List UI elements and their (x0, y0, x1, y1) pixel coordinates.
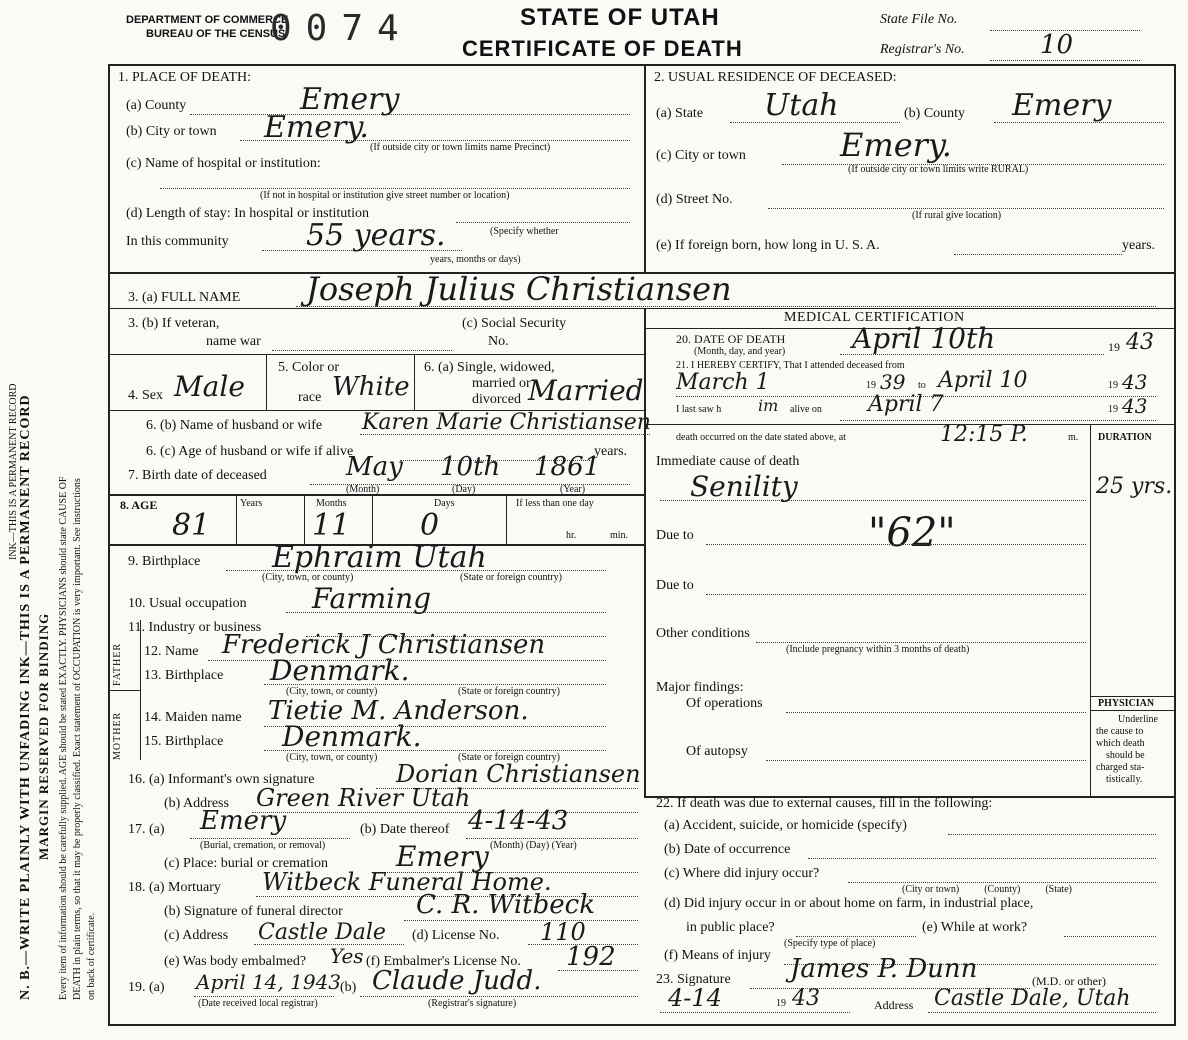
mortuary-label: 18. (a) Mortuary (128, 880, 221, 895)
time-value: 12:15 P. (940, 422, 1028, 447)
marital-label-3: divorced (472, 392, 521, 407)
mortuary-value: Witbeck Funeral Home. (262, 868, 552, 896)
fullname-label: 3. (a) FULL NAME (128, 290, 241, 305)
registrar-sig-note: (Registrar's signature) (428, 998, 517, 1009)
ss-label-2: No. (488, 334, 509, 349)
immediate-label: Immediate cause of death (656, 454, 800, 469)
fd-address-value: Castle Dale (258, 920, 386, 945)
underline-note-2: the cause to (1096, 726, 1144, 737)
external-e: (e) While at work? (922, 920, 1028, 935)
birthplace-city-note: (City, town, or county) (262, 572, 354, 583)
age-months-value: 11 (312, 508, 351, 543)
informant-sig-label: 16. (a) Informant's own signature (128, 772, 315, 787)
dod-note: (Month, day, and year) (694, 346, 786, 357)
informant-addr-value: Green River Utah (256, 784, 471, 812)
registrar-number: 10 (1040, 30, 1074, 60)
marital-label-2: married or (472, 376, 531, 391)
ss-label: (c) Social Security (462, 316, 567, 331)
mother-name-value: Tietie M. Anderson. (268, 696, 529, 726)
embalmed-value: Yes (330, 944, 364, 968)
external-d2: in public place? (686, 920, 775, 935)
veteran-label-2: name war (206, 334, 261, 349)
age-lessday-label: If less than one day (516, 498, 594, 509)
registrar-label: Registrar's No. (880, 42, 965, 57)
street-label: (d) Street No. (656, 192, 733, 207)
fullname-value: Joseph Julius Christiansen (306, 270, 732, 308)
burial-date-label: (b) Date thereof (360, 822, 450, 837)
burial-date-value: 4-14-43 (468, 806, 569, 836)
spouse-age-years: years. (594, 444, 628, 459)
major-findings-label: Major findings: (656, 680, 744, 695)
external-f: (f) Means of injury (664, 948, 771, 963)
father-bp-value: Denmark. (270, 654, 410, 687)
certificate-title: CERTIFICATE OF DEATH (462, 36, 743, 61)
bureau-label: BUREAU OF THE CENSUS (146, 28, 286, 40)
divider-medical (644, 308, 646, 798)
margin-instructions-2: DEATH in plain terms, so that it may be properly classified. Exact statement of OCCUPATION is very important. See instructions (72, 478, 83, 1000)
received-value: April 14, 1943 (196, 970, 342, 994)
external-b: (b) Date of occurrence (664, 842, 791, 857)
other-conditions-label: Other conditions (656, 626, 750, 641)
age-days-label: Days (434, 498, 455, 509)
county-label: (a) County (126, 98, 187, 113)
phys-address-value: Castle Dale, Utah (934, 986, 1131, 1011)
spouse-age-label: 6. (c) Age of husband or wife if alive (146, 444, 354, 459)
informant-sig-value: Dorian Christiansen (396, 760, 641, 788)
foreign-label: (e) If foreign born, how long in U. S. A. (656, 238, 880, 253)
age-years-label: Years (240, 498, 263, 509)
father-bp-label: 13. Birthplace (144, 668, 224, 683)
city-value: Emery. (264, 110, 369, 145)
operations-label: Of operations (686, 696, 763, 711)
res-city-label: (c) City or town (656, 148, 746, 163)
attend-from: March 1 (676, 370, 770, 395)
physician-signature: James P. Dunn (790, 954, 978, 984)
underline-note-4: should be (1106, 750, 1145, 761)
mother-bp-value: Denmark. (282, 720, 422, 753)
sign-year-prefix: 19 (776, 998, 786, 1009)
mother-name-label: 14. Maiden name (144, 710, 242, 725)
lastsaw-date: April 7 (868, 392, 944, 417)
license-label: (d) License No. (412, 928, 500, 943)
hospital-note: (If not in hospital or institution give street number or location) (260, 190, 510, 201)
county-value: Emery (300, 82, 400, 117)
age-months-label: Months (316, 498, 347, 509)
father-bp-city-note: (City, town, or county) (286, 686, 378, 697)
birthplace-label: 9. Birthplace (128, 554, 201, 569)
to-year: 43 (1122, 370, 1148, 394)
external-d: (d) Did injury occur in or about home on farm, in industrial place, (664, 896, 1034, 911)
state-title: STATE OF UTAH (520, 4, 720, 31)
occurred-label: death occurred on the date stated above, at (676, 432, 846, 443)
mother-side-label: MOTHER (112, 711, 123, 760)
res-state-label: (a) State (656, 106, 704, 121)
duration-value: 25 yrs. (1096, 474, 1173, 499)
burial-place-label: (c) Place: burial or cremation (164, 856, 329, 871)
margin-instructions-3: on back of certificate. (86, 912, 97, 1000)
external-c: (c) Where did injury occur? (664, 866, 820, 881)
birth-day-note: (Day) (452, 484, 476, 495)
registrar-sig-label: (b) (340, 980, 357, 995)
external-a: (a) Accident, suicide, or homicide (specify) (664, 818, 907, 833)
mother-bp-city-note: (City, town, or county) (286, 752, 378, 763)
due-to-label-1: Due to (656, 528, 694, 543)
director-label: (b) Signature of funeral director (164, 904, 343, 919)
cause-value: Senility (690, 470, 798, 503)
community-value: 55 years. (306, 218, 446, 253)
pregnancy-note: (Include pregnancy within 3 months of death) (786, 644, 970, 655)
res-county-label: (b) County (904, 106, 966, 121)
units-note: years, months or days) (430, 254, 521, 265)
industry-label: 11. Industry or business (128, 620, 262, 635)
lastsaw-year: 43 (1122, 394, 1148, 418)
age-days-value: 0 (420, 508, 440, 543)
dod-year: 43 (1126, 330, 1154, 355)
lastsaw-h: im (758, 396, 779, 415)
due-to-label-2: Due to (656, 578, 694, 593)
stay-label: (d) Length of stay: In hospital or institution (126, 206, 370, 221)
dod-year-prefix: 19 (1108, 340, 1120, 354)
stamp-number: 0074 (270, 8, 413, 49)
community-label: In this community (126, 234, 229, 249)
external-c-note: (City or town) (County) (State) (902, 884, 1072, 895)
embalmer-value: 192 (566, 942, 616, 972)
dod-label: 20. DATE OF DEATH (676, 332, 786, 346)
to-year-prefix: 19 (1108, 380, 1118, 391)
birth-year: 1861 (534, 452, 601, 482)
m-label: m. (1068, 432, 1079, 443)
burial-label: 17. (a) (128, 822, 165, 837)
father-side-label: FATHER (112, 642, 123, 686)
external-d-note: (Specify type of place) (784, 938, 876, 949)
birthplace-value: Ephraim Utah (272, 540, 487, 575)
father-bp-state-note: (State or foreign country) (458, 686, 560, 697)
phys-address-label: Address (874, 998, 914, 1012)
mother-bp-label: 15. Birthplace (144, 734, 224, 749)
margin-instructions-1: Every item of information should be carefully supplied. AGE should be stated EXACTLY. PHYSICIANS should state CAUSE OF (58, 476, 69, 1000)
burial-value: Emery (200, 806, 287, 836)
father-name-value: Frederick J Christiansen (222, 630, 546, 660)
res-state-value: Utah (764, 88, 839, 123)
city-note: (If outside city or town limits name Precinct) (370, 142, 551, 153)
sign-year: 43 (792, 986, 820, 1011)
foreign-years: years. (1122, 238, 1156, 253)
age-label: 8. AGE (120, 498, 158, 512)
father-name-label: 12. Name (144, 644, 199, 659)
from-year: 39 (880, 370, 906, 394)
residence-heading: 2. USUAL RESIDENCE OF DECEASED: (654, 70, 897, 85)
burial-note: (Burial, cremation, or removal) (200, 840, 326, 851)
underline-note-6: tistically. (1106, 774, 1143, 785)
occupation-value: Farming (312, 582, 432, 615)
state-file-label: State File No. (880, 12, 958, 27)
res-county-value: Emery (1012, 88, 1112, 123)
external-heading: 22. If death was due to external causes, fill in the following: (656, 796, 993, 811)
from-year-prefix: 19 (866, 380, 876, 391)
medical-heading: MEDICAL CERTIFICATION (784, 310, 965, 325)
received-note: (Date received local registrar) (198, 998, 318, 1009)
divider-top (644, 64, 646, 272)
margin-binding-note: MARGIN RESERVED FOR BINDING (36, 612, 51, 860)
autopsy-label: Of autopsy (686, 744, 748, 759)
to-label: to (918, 380, 926, 391)
burial-place-value: Emery (396, 840, 489, 873)
mother-bp-state-note: (State or foreign country) (458, 752, 560, 763)
hospital-label: (c) Name of hospital or institution: (126, 156, 321, 171)
birth-year-note: (Year) (560, 484, 586, 495)
physician-label: PHYSICIAN (1098, 698, 1155, 709)
occupation-label: 10. Usual occupation (128, 596, 247, 611)
dept-label: DEPARTMENT OF COMMERCE (126, 14, 289, 26)
certify-label: 21. I HEREBY CERTIFY, That I attended deceased from (676, 360, 905, 371)
sign-date: 4-14 (668, 984, 722, 1012)
lastsaw-label: I last saw h (676, 404, 722, 415)
marital-label: 6. (a) Single, widowed, (424, 360, 555, 375)
spouse-label: 6. (b) Name of husband or wife (146, 418, 323, 433)
registrar-sig-value: Claude Judd. (372, 966, 542, 996)
informant-addr-label: (b) Address (164, 796, 229, 811)
duration-label: DURATION (1098, 432, 1152, 443)
signature-label: 23. Signature (656, 972, 731, 987)
alive-label: alive on (790, 404, 822, 415)
color-label: 5. Color or (278, 360, 340, 375)
attend-to: April 10 (938, 368, 1028, 393)
specify-note: (Specify whether (490, 226, 559, 237)
received-label: 19. (a) (128, 980, 165, 995)
street-note: (If rural give location) (912, 210, 1002, 221)
city-label: (b) City or town (126, 124, 217, 139)
underline-note-1: Underline (1118, 714, 1158, 725)
age-years-value: 81 (172, 508, 211, 543)
res-city-value: Emery. (840, 126, 952, 164)
race-label: race (298, 390, 322, 405)
sex-label: 4. Sex (128, 388, 163, 403)
fd-address-label: (c) Address (164, 928, 229, 943)
sex-value: Male (174, 370, 245, 403)
md-label: (M.D. or other) (1032, 974, 1106, 988)
spouse-value: Karen Marie Christiansen (362, 410, 651, 435)
margin-instruction-ink: N. B.—WRITE PLAINLY WITH UNFADING INK—THIS IS A PERMANENT RECORD (18, 394, 33, 1000)
lastsaw-year-prefix: 19 (1108, 404, 1118, 415)
embalmed-label: (e) Was body embalmed? (164, 954, 307, 969)
place-of-death-heading: 1. PLACE OF DEATH: (118, 70, 252, 85)
res-city-note: (If outside city or town limits write RURAL) (848, 164, 1029, 175)
underline-note-5: charged sta- (1096, 762, 1145, 773)
birthplace-state-note: (State or foreign country) (460, 572, 562, 583)
marital-value: Married (528, 374, 644, 407)
burial-date-note: (Month) (Day) (Year) (490, 840, 577, 851)
veteran-label: 3. (b) If veteran, (128, 316, 220, 331)
dod-value: April 10th (852, 322, 996, 355)
birth-month-note: (Month) (346, 484, 380, 495)
embalmer-label: (f) Embalmer's License No. (366, 954, 521, 969)
age-min-label: min. (610, 530, 629, 541)
cause-code: "62" (868, 510, 956, 556)
director-value: C. R. Witbeck (416, 890, 595, 920)
race-value: White (332, 372, 410, 402)
underline-note-3: which death (1096, 738, 1145, 749)
age-hr-label: hr. (566, 530, 577, 541)
margin-outer-text: INK—THIS IS A PERMANENT RECORD (8, 383, 19, 560)
birth-day: 10th (440, 452, 501, 482)
license-value: 110 (540, 918, 586, 946)
birthdate-label: 7. Birth date of deceased (128, 468, 267, 483)
birth-month: May (346, 452, 403, 482)
